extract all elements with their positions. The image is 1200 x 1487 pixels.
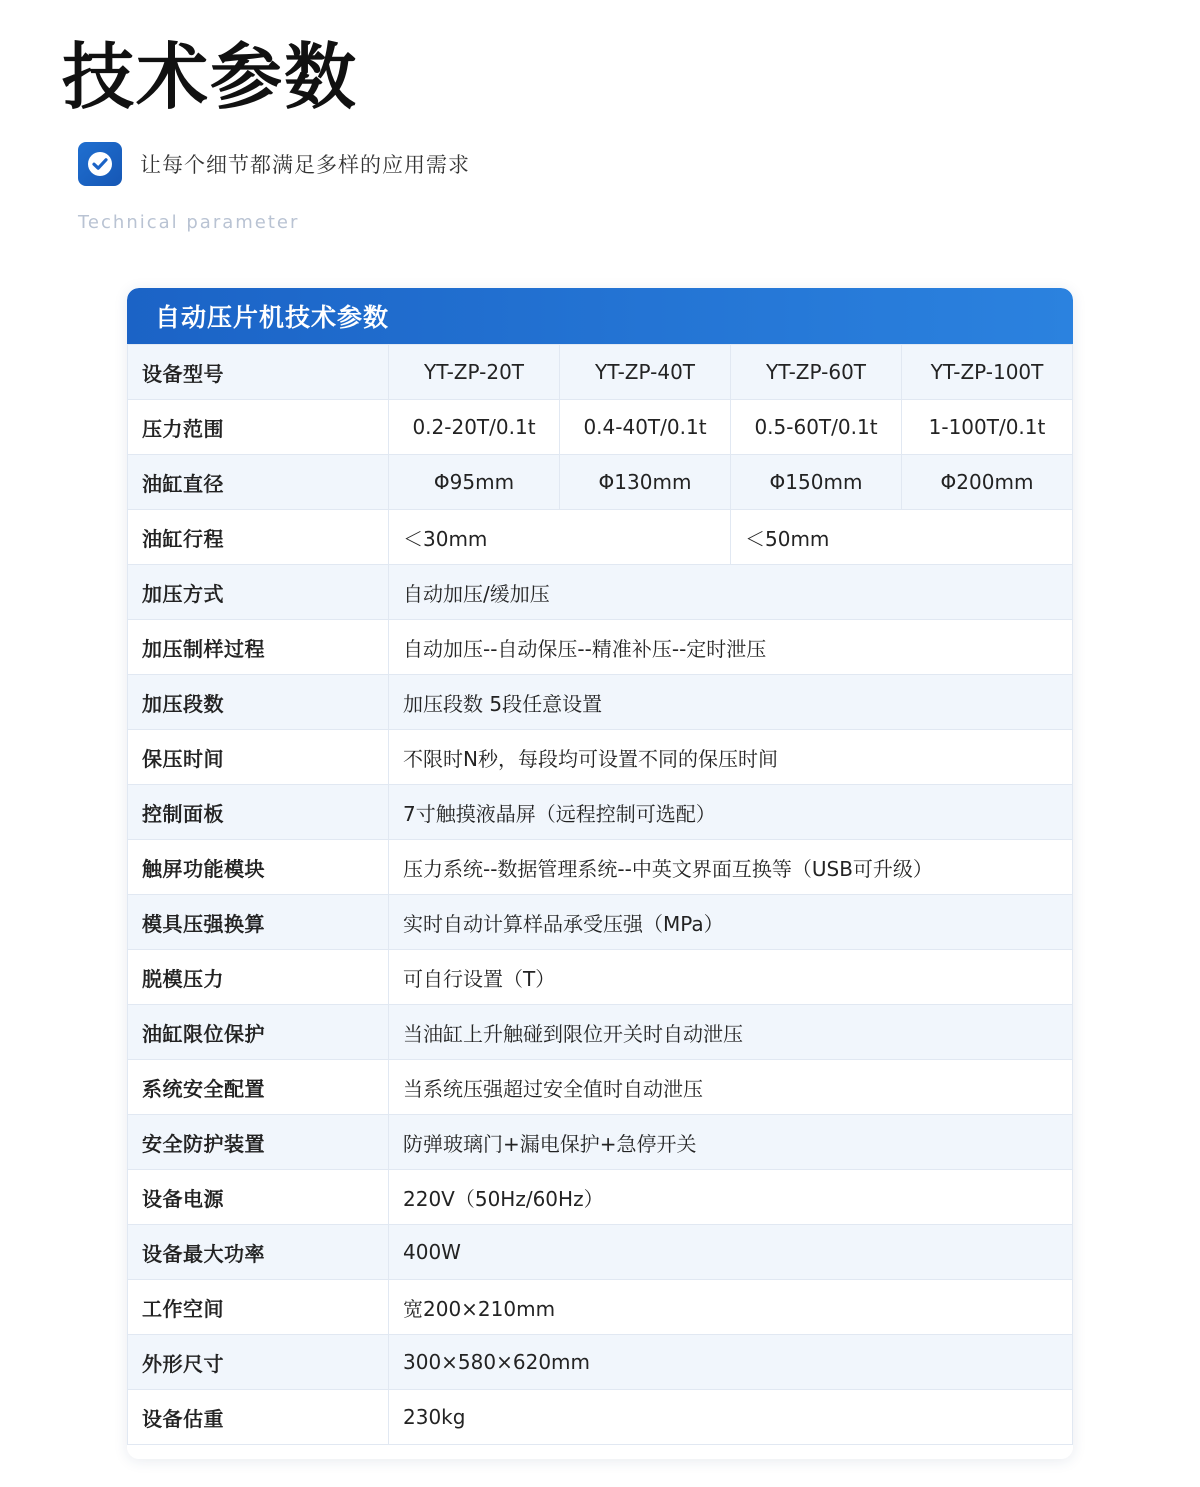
spec-table: [127, 344, 1073, 1445]
row-label: 油缸行程: [128, 510, 389, 565]
table-row: [128, 620, 1073, 675]
row-label: 压力范围: [128, 400, 389, 455]
row-value: ＜30mm: [389, 510, 731, 565]
row-label: 设备估重: [128, 1390, 389, 1445]
row-value: YT-ZP-40T: [560, 345, 731, 400]
table-row: [128, 400, 1073, 455]
row-value: 0.4-40T/0.1t: [560, 400, 731, 455]
table-row: [128, 840, 1073, 895]
row-label: 系统安全配置: [128, 1060, 389, 1115]
row-label: 工作空间: [128, 1280, 389, 1335]
table-row: [128, 1390, 1073, 1445]
table-row: [128, 1005, 1073, 1060]
row-value: 自动加压/缓加压: [389, 565, 1073, 620]
row-value: YT-ZP-20T: [389, 345, 560, 400]
row-label: 设备最大功率: [128, 1225, 389, 1280]
table-row: [128, 1335, 1073, 1390]
card-bottom-padding: [127, 1445, 1073, 1459]
table-row: [128, 675, 1073, 730]
row-value: Φ95mm: [389, 455, 560, 510]
row-label: 保压时间: [128, 730, 389, 785]
table-row: [128, 730, 1073, 785]
row-value: YT-ZP-100T: [902, 345, 1073, 400]
row-value: 400W: [389, 1225, 1073, 1280]
row-label: 模具压强换算: [128, 895, 389, 950]
row-value: YT-ZP-60T: [731, 345, 902, 400]
table-row: [128, 345, 1073, 400]
table-row: [128, 1280, 1073, 1335]
row-value: 压力系统--数据管理系统--中英文界面互换等（USB可升级）: [389, 840, 1073, 895]
row-value: ＜50mm: [731, 510, 1073, 565]
row-value: 当油缸上升触碰到限位开关时自动泄压: [389, 1005, 1073, 1060]
row-label: 加压制样过程: [128, 620, 389, 675]
row-value: 宽200×210mm: [389, 1280, 1073, 1335]
page-title: 技术参数: [62, 35, 359, 119]
table-row: [128, 1170, 1073, 1225]
row-value: 不限时N秒，每段均可设置不同的保压时间: [389, 730, 1073, 785]
row-value: 加压段数 5段任意设置: [389, 675, 1073, 730]
row-value: Φ150mm: [731, 455, 902, 510]
page-header: [0, 0, 1200, 233]
row-label: 触屏功能模块: [128, 840, 389, 895]
page-subtitle-english: Technical parameter: [78, 211, 300, 233]
row-value: 7寸触摸液晶屏（远程控制可选配）: [389, 785, 1073, 840]
row-value: Φ200mm: [902, 455, 1073, 510]
row-value: 220V（50Hz/60Hz）: [389, 1170, 1073, 1225]
row-label: 控制面板: [128, 785, 389, 840]
row-label: 外形尺寸: [128, 1335, 389, 1390]
row-value: 300×580×620mm: [389, 1335, 1073, 1390]
row-value: 0.2-20T/0.1t: [389, 400, 560, 455]
spec-card: [127, 288, 1073, 1459]
row-value: 实时自动计算样品承受压强（MPa）: [389, 895, 1073, 950]
row-value: 自动加压--自动保压--精准补压--定时泄压: [389, 620, 1073, 675]
table-row: [128, 510, 1073, 565]
page-subtitle: 让每个细节都满足多样的应用需求: [140, 153, 470, 177]
subtitle-row: [78, 142, 1200, 186]
table-row: [128, 565, 1073, 620]
row-value: 230kg: [389, 1390, 1073, 1445]
row-label: 脱模压力: [128, 950, 389, 1005]
row-value: 0.5-60T/0.1t: [731, 400, 902, 455]
table-row: [128, 785, 1073, 840]
spec-card-title: 自动压片机技术参数: [155, 304, 390, 332]
table-row: [128, 1115, 1073, 1170]
row-value: 1-100T/0.1t: [902, 400, 1073, 455]
table-row: [128, 895, 1073, 950]
check-circle-icon: [78, 142, 122, 186]
spec-card-header: [127, 288, 1073, 344]
table-row: [128, 950, 1073, 1005]
table-row: [128, 1225, 1073, 1280]
row-label: 油缸限位保护: [128, 1005, 389, 1060]
row-label: 加压段数: [128, 675, 389, 730]
row-value: 可自行设置（T）: [389, 950, 1073, 1005]
row-value: Φ130mm: [560, 455, 731, 510]
row-label: 加压方式: [128, 565, 389, 620]
row-label: 设备电源: [128, 1170, 389, 1225]
table-row: [128, 455, 1073, 510]
row-value: 防弹玻璃门+漏电保护+急停开关: [389, 1115, 1073, 1170]
row-label: 设备型号: [128, 345, 389, 400]
row-label: 安全防护装置: [128, 1115, 389, 1170]
row-value: 当系统压强超过安全值时自动泄压: [389, 1060, 1073, 1115]
table-row: [128, 1060, 1073, 1115]
row-label: 油缸直径: [128, 455, 389, 510]
